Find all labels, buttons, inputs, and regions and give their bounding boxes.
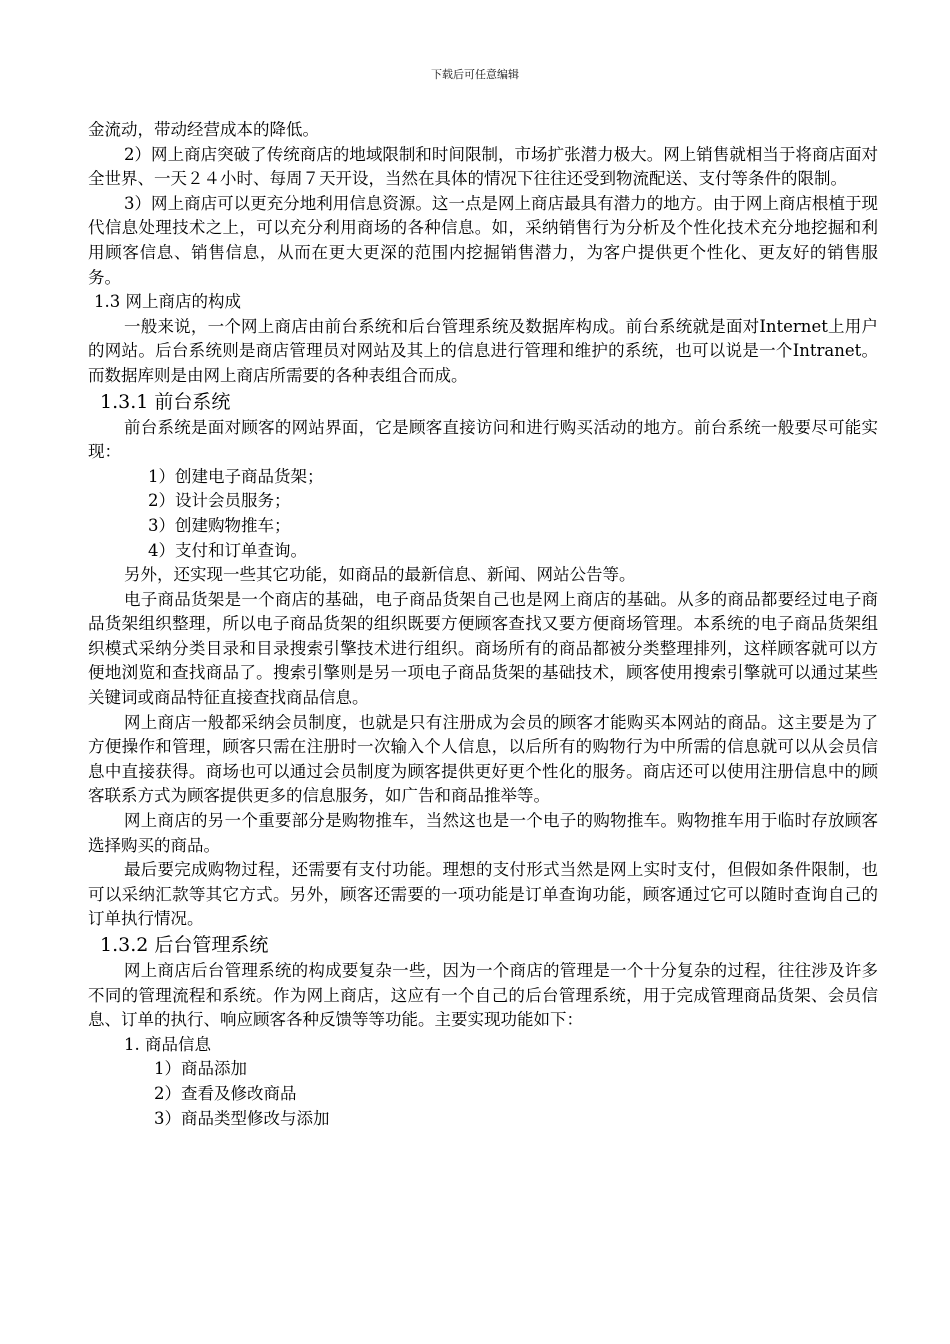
list-item: 1）商品添加	[154, 1059, 247, 1079]
list-item: 1）创建电子商品货架；	[148, 466, 324, 486]
list-item: 2）设计会员服务；	[148, 491, 291, 511]
document-body	[88, 118, 878, 1131]
paragraph: 前台系统是面对顾客的网站界面，它是顾客直接访问和进行购买活动的地方。前台系统一般要尽可能实现：	[88, 417, 878, 462]
feature-list	[88, 465, 878, 563]
list-item: 4）支付和订单查询。	[148, 540, 307, 560]
list-item: 3）创建购物推车；	[148, 515, 291, 535]
subsection-heading: 1.3.1 前台系统	[100, 390, 231, 413]
paragraph: 2）网上商店突破了传统商店的地域限制和时间限制，市场扩张潜力极大。网上销售就相当于将商店面对全世界、一天２４小时、每周７天开设，当然在具体的情况下往往还受到物流配送、支付等条件的限制。	[88, 144, 878, 189]
paragraph: 最后要完成购物过程，还需要有支付功能。理想的支付形式当然是网上实时支付，但假如条件限制，也可以采纳汇款等其它方式。另外，顾客还需要的一项功能是订单查询功能，顾客通过它可以随时查询自己的订单执行情况。	[88, 860, 878, 929]
page-header-note: 下载后可任意编辑	[431, 68, 519, 81]
paragraph: 金流动，带动经营成本的降低。	[88, 120, 319, 139]
list-heading: 1. 商品信息	[124, 1034, 211, 1054]
paragraph: 3）网上商店可以更充分地利用信息资源。这一点是网上商店最具有潜力的地方。由于网上商店根植于现代信息处理技术之上，可以充分利用商场的各种信息。如，采纳销售行为分析及个性化技术充分地挖掘和利用顾客信息、销售信息，从而在更大更深的范围内挖掘销售潜力，为客户提供更个性化、更友好的销售服务。	[88, 193, 878, 287]
list-item: 3）商品类型修改与添加	[154, 1108, 330, 1128]
paragraph: 网上商店后台管理系统的构成要复杂一些，因为一个商店的管理是一个十分复杂的过程，往往涉及许多不同的管理流程和系统。作为网上商店，这应有一个自己的后台管理系统，用于完成管理商品货架、会员信息、订单的执行、响应顾客各种反馈等等功能。主要实现功能如下：	[88, 961, 878, 1030]
paragraph: 一般来说，一个网上商店由前台系统和后台管理系统及数据库构成。前台系统就是面对Internet上用户的网站。后台系统则是商店管理员对网站及其上的信息进行管理和维护的系统，也可以说是一个Intranet。而数据库则是由网上商店所需要的各种表组合而成。	[88, 316, 878, 385]
admin-function-list	[88, 1057, 878, 1131]
paragraph: 网上商店的另一个重要部分是购物推车，当然这也是一个电子的购物推车。购物推车用于临时存放顾客选择购买的商品。	[88, 811, 878, 855]
paragraph: 网上商店一般都采纳会员制度，也就是只有注册成为会员的顾客才能购买本网站的商品。这主要是为了方便操作和管理，顾客只需在注册时一次输入个人信息，以后所有的购物行为中所需的信息就可以从会员信息中直接获得。商场也可以通过会员制度为顾客提供更好更个性化的服务。商店还可以使用注册信息中的顾客联系方式为顾客提供更多的信息服务，如广告和商品推举等。	[88, 712, 878, 806]
paragraph: 另外，还实现一些其它功能，如商品的最新信息、新闻、网站公告等。	[124, 565, 636, 585]
section-heading: 1.3 网上商店的构成	[94, 292, 241, 312]
list-item: 2）查看及修改商品	[154, 1083, 297, 1103]
subsection-heading: 1.3.2 后台管理系统	[100, 934, 269, 956]
paragraph: 电子商品货架是一个商店的基础，电子商品货架自己也是网上商店的基础。从多的商品都要经过电子商品货架组织整理，所以电子商品货架的组织既要方便顾客查找又要方便商场管理。本系统的电子商品货架组织模式采纳分类目录和目录搜索引擎技术进行组织。商场所有的商品都被分类整理排列，这样顾客就可以方便地浏览和查找商品了。搜索引擎则是另一项电子商品货架的基础技术，顾客使用搜索引擎就可以通过某些关键词或商品特征直接查找商品信息。	[88, 589, 878, 708]
